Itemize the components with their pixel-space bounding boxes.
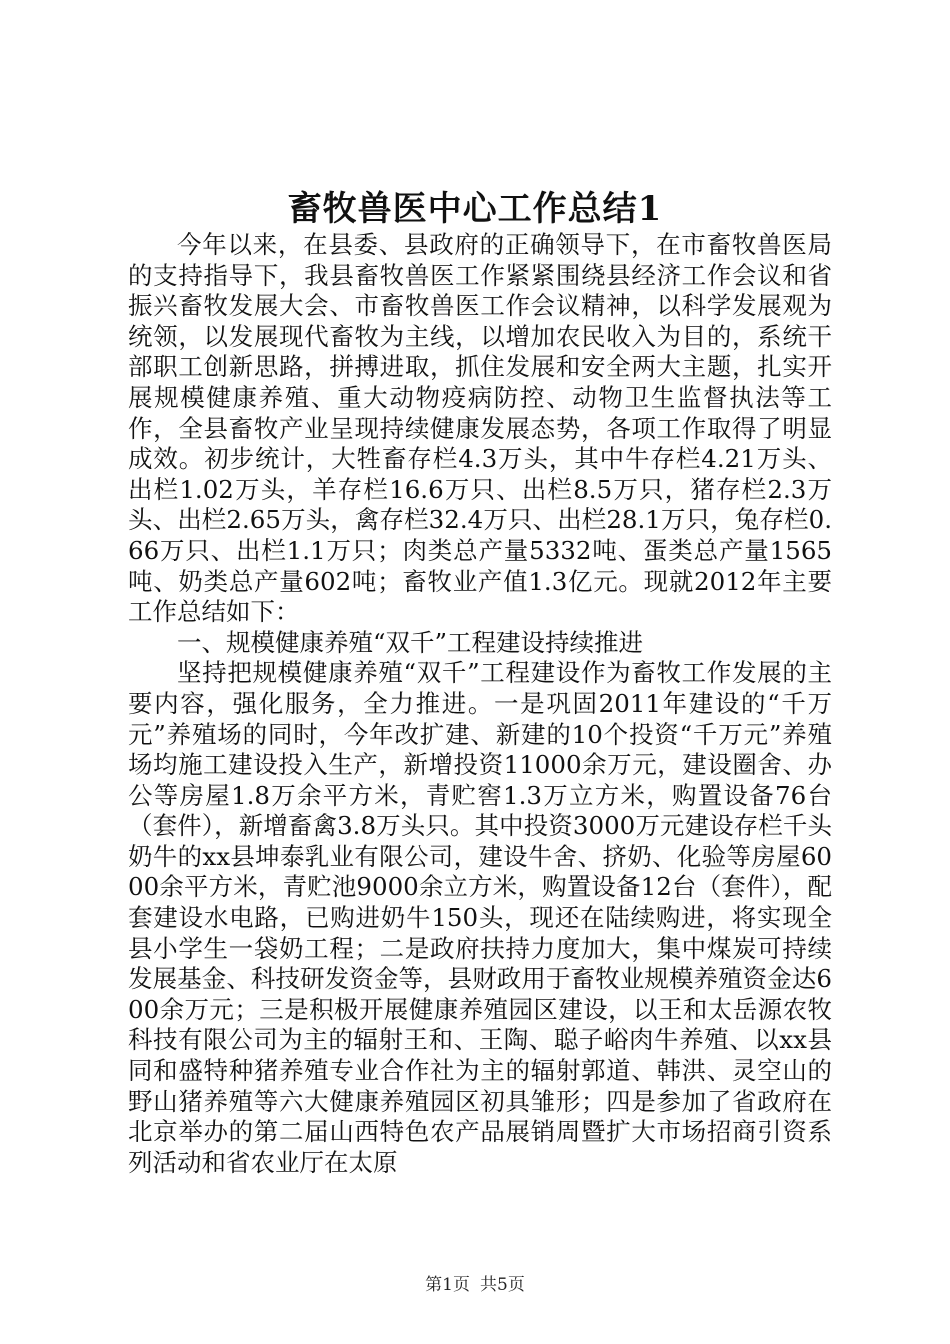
section-heading-1: 一、规模健康养殖“双千”工程建设持续推进: [177, 627, 644, 657]
paragraph-intro: 今年以来，在县委、县政府的正确领导下，在市畜牧兽医局的支持指导下，我县畜牧兽医工作紧紧围绕县经济工作会议和省振兴畜牧发展大会、市畜牧兽医工作会议精神，以科学发展观为统领，以发展现代畜牧为主线，以增加农民收入为目的，系统干部职工创新思路，拼搏进取，抓住发展和安全两大主题，扎实开展规模健康养殖、重大动物疫病防控、动物卫生监督执法等工作，全县畜牧产业呈现持续健康发展态势，各项工作取得了明显成效。初步统计，大牲畜存栏4.3万头，其中牛存栏4.21万头、出栏1.02万头，羊存栏16.6万只、出栏8.5万只，猪存栏2.3万头、出栏2.65万头，禽存栏32.4万只、出栏28.1万只，兔存栏0.66万只、出栏1.1万只；肉类总产量5332吨、蛋类总产量1565吨、奶类总产量602吨；畜牧业产值1.3亿元。现就2012年主要工作总结如下：: [128, 230, 832, 627]
page-number: 第1页: [425, 1275, 470, 1295]
document-body: [128, 230, 832, 1178]
page-footer: [0, 1270, 950, 1295]
page-total: 共5页: [480, 1275, 525, 1295]
document-title: 畜牧兽医中心工作总结1: [287, 189, 663, 229]
paragraph-section-1: 坚持把规模健康养殖“双千”工程建设作为畜牧工作发展的主要内容，强化服务，全力推进。一是巩固2011年建设的“千万元”养殖场的同时，今年改扩建、新建的10个投资“千万元”养殖场均施工建设投入生产，新增投资11000余万元，建设圈舍、办公等房屋1.8万余平方米，青贮窖1.3万立方米，购置设备76台（套件），新增畜禽3.8万头只。其中投资3000万元建设存栏千头奶牛的xx县坤泰乳业有限公司，建设牛舍、挤奶、化验等房屋6000余平方米，青贮池9000余立方米，购置设备12台（套件），配套建设水电路，已购进奶牛150头，现还在陆续购进，将实现全县小学生一袋奶工程；二是政府扶持力度加大，集中煤炭可持续发展基金、科技研发资金等，县财政用于畜牧业规模养殖资金达600余万元；三是积极开展健康养殖园区建设，以王和太岳源农牧科技有限公司为主的辐射王和、王陶、聪子峪肉牛养殖、以xx县同和盛特种猪养殖专业合作社为主的辐射郭道、韩洪、灵空山的野山猪养殖等六大健康养殖园区初具雏形；四是参加了省政府在北京举办的第二届山西特色农产品展销周暨扩大市场招商引资系列活动和省农业厅在太原: [128, 658, 832, 1177]
